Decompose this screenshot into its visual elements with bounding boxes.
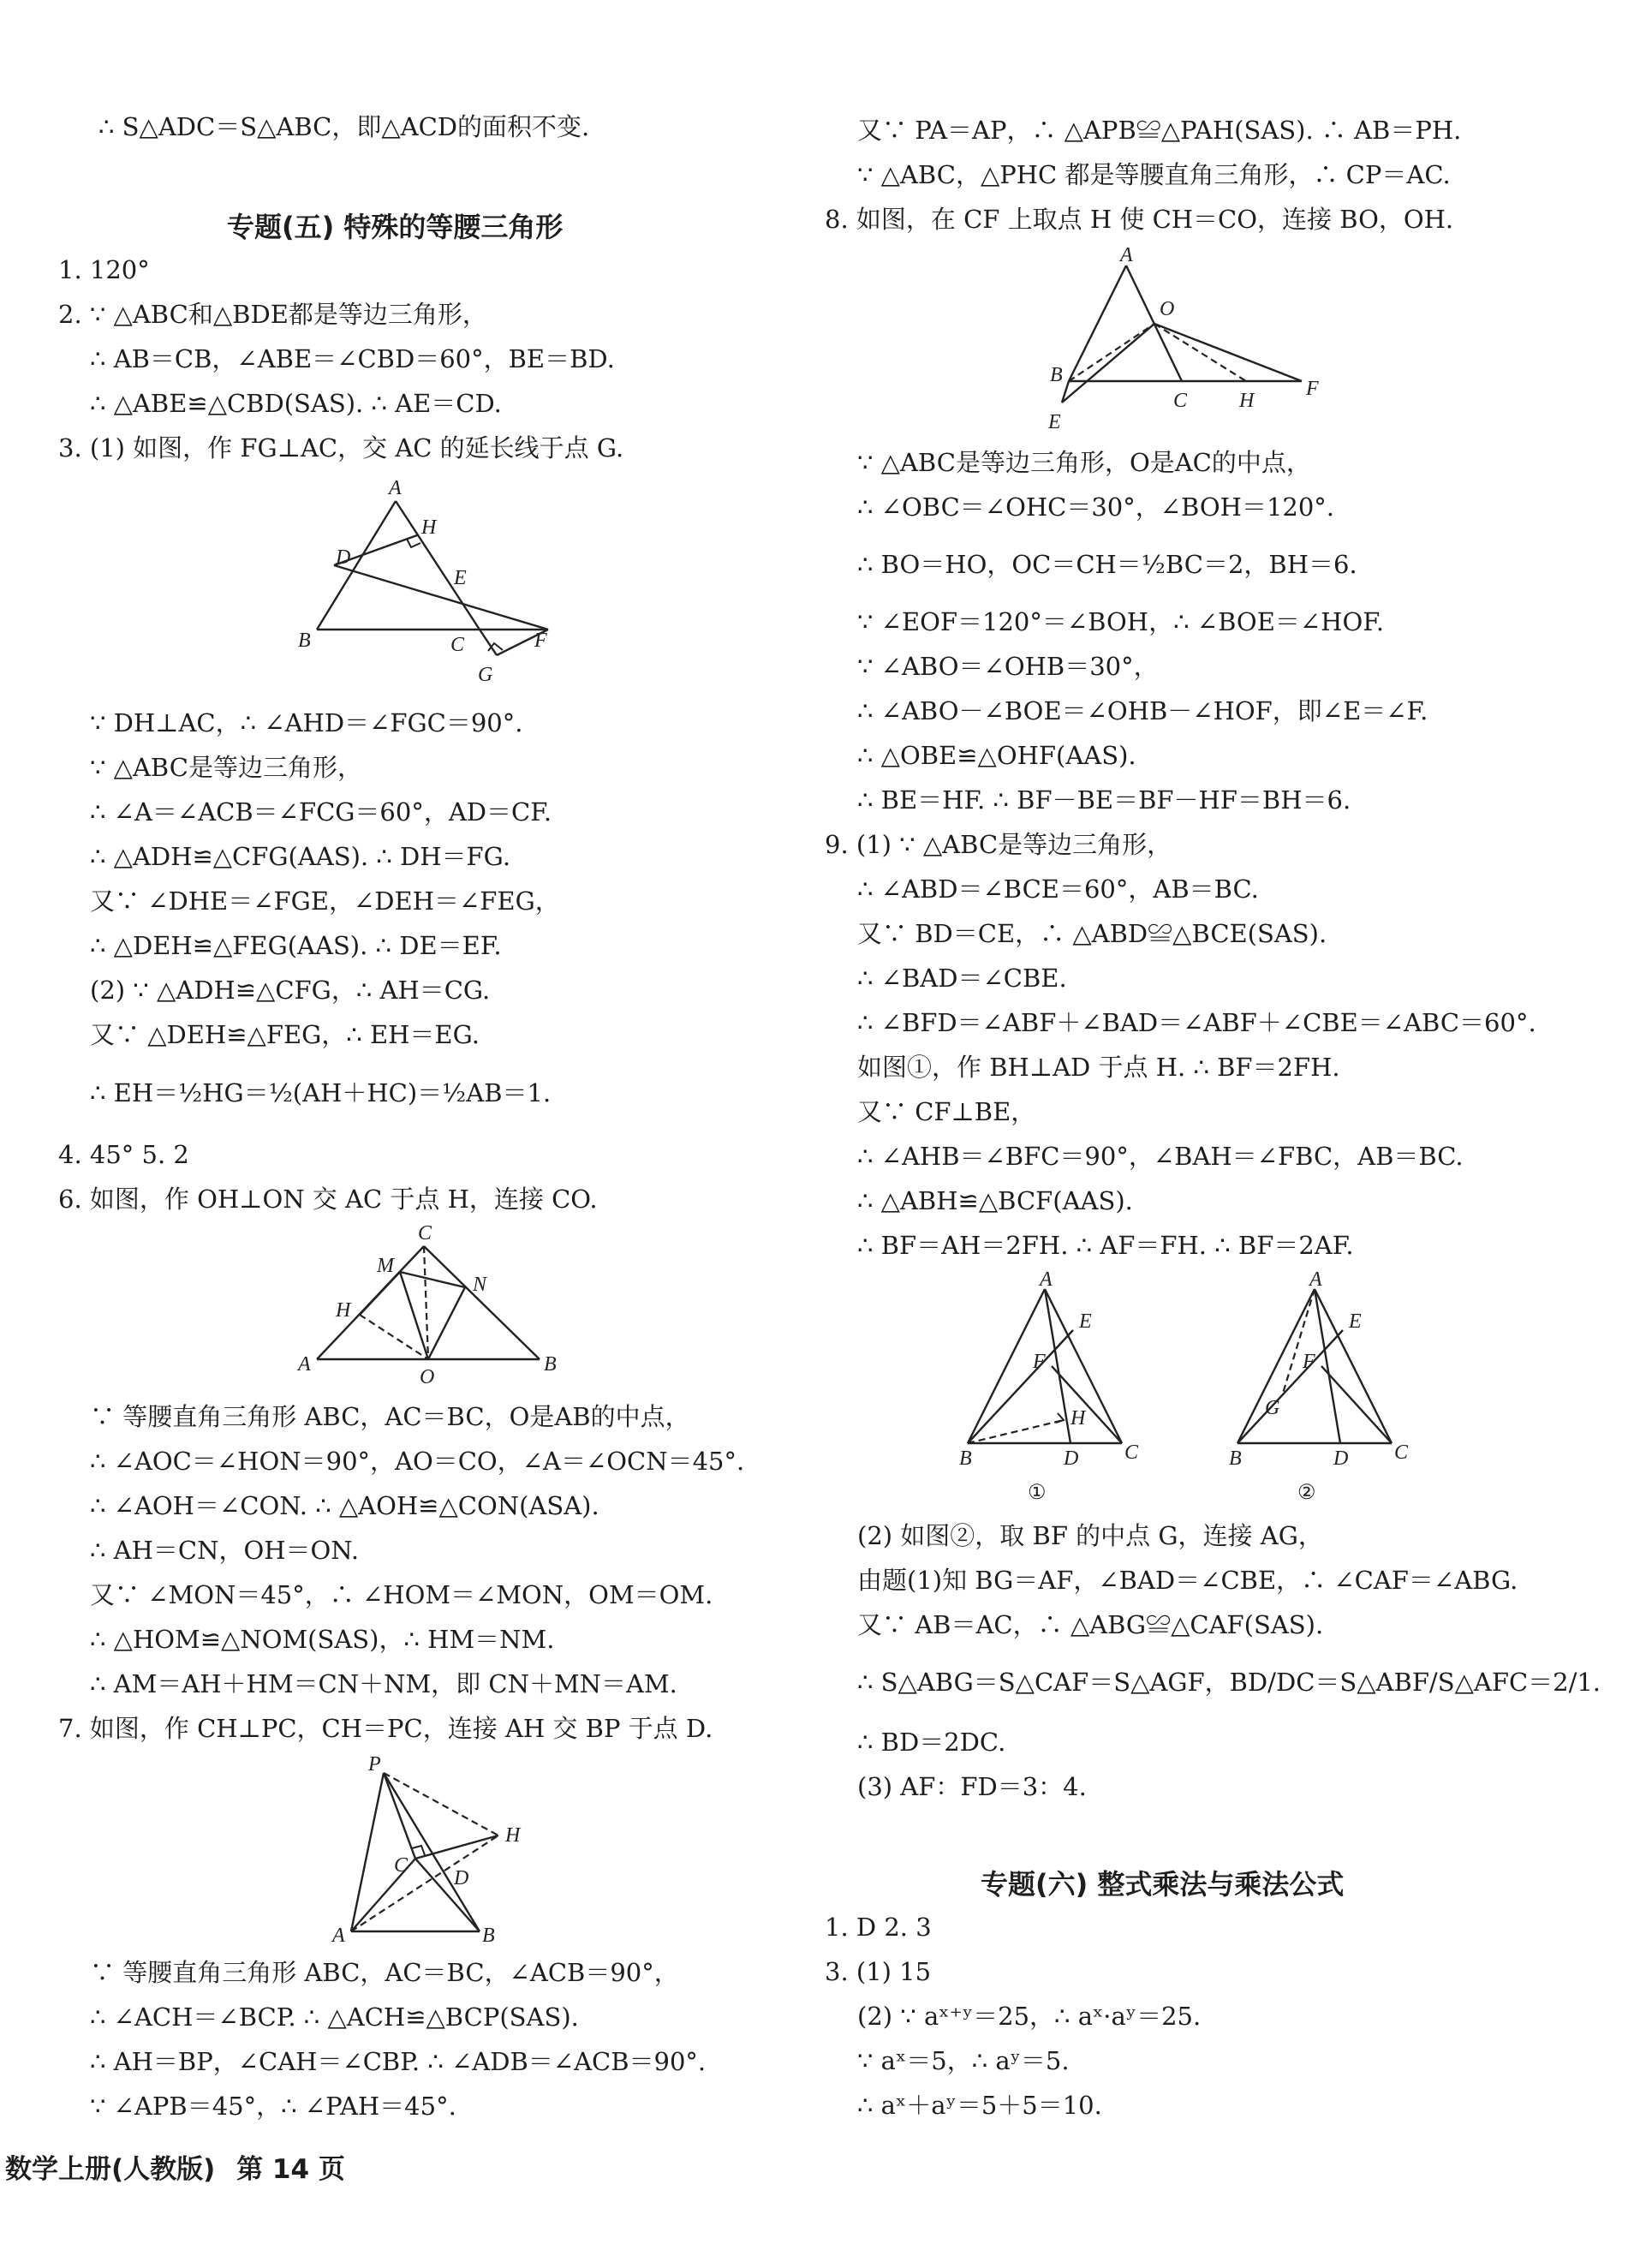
fig-label: B [1229,1447,1242,1470]
answer-1: 1. 120° [58,255,150,284]
text-line: 又∵ PA＝AP，∴ △APB≌△PAH(SAS). ∴ AB＝PH. [857,116,1462,145]
fig-label: C [1173,390,1188,412]
fig-label: O [420,1366,435,1388]
text-line: ∴ ∠ABO－∠BOE＝∠OHB－∠HOF，即∠E＝∠F. [857,696,1428,725]
text-line: 又∵ CF⊥BE， [857,1097,1036,1126]
text-line: ∵ ∠ABO＝∠OHB＝30°， [857,652,1159,681]
fig-label: C [1394,1441,1409,1464]
fig-label: H [1070,1407,1086,1429]
fig-label: A [1309,1272,1322,1291]
text-line: ∴ △ABH≌△BCF(AAS). [857,1186,1133,1215]
text-line: ∴ ∠AOH＝∠CON. ∴ △AOH≌△CON(ASA). [90,1491,599,1520]
text-line: ∴ BE＝HF. ∴ BF－BE＝BF－HF＝BH＝6. [857,785,1351,815]
figure-3 [283,475,565,698]
text-line: (3) AF：FD＝3：4. [857,1772,1087,1801]
fig-label: G [1265,1397,1280,1419]
text-line: ∵ △ABC，△PHC 都是等腰直角三角形，∴ CP＝AC. [857,160,1451,189]
page-number: 第 14 页 [236,2154,345,2185]
fig-label: A [1120,244,1133,266]
fig-label: O [1160,298,1175,320]
text-line: ∴ AH＝CN，OH＝ON. [90,1536,360,1565]
text-line: ∵ 等腰直角三角形 ABC，AC＝BC，O是AB的中点， [90,1402,690,1431]
fig-label: M [377,1255,394,1277]
fig-label: C [1124,1441,1139,1464]
figure-3-svg [283,475,565,698]
fig-label: H [1239,390,1255,412]
figure-9-1 [951,1272,1148,1507]
text-line: ∴ S△ABG＝S△CAF＝S△AGF，BD/DC＝S△ABF/S△AFC＝2/1. [857,1668,1601,1697]
text-line: 又∵ BD＝CE，∴ △ABD≌△BCE(SAS). [857,919,1327,948]
text-line: ∴ ∠ABD＝∠BCE＝60°，AB＝BC. [857,874,1259,904]
fig-label: H [505,1824,521,1847]
answer-6: 6. 如图，作 OH⊥ON 交 AC 于点 H，连接 CO. [58,1185,598,1214]
answer-1-2: 1. D 2. 3 [825,1913,932,1942]
fig-label: E [454,567,467,589]
fig-label: C [394,1854,409,1877]
fig-label: B [1050,364,1063,386]
text-line: ∴ AH＝BP，∠CAH＝∠CBP. ∴ ∠ADB＝∠ACB＝90°. [90,2047,707,2076]
text-line: 又∵ ∠MON＝45°，∴ ∠HOM＝∠MON，OM＝OM. [90,1580,713,1609]
fig-label: A [1040,1272,1053,1291]
fig-label: C [450,634,465,656]
fig-label: F [1033,1351,1046,1373]
figure-6 [291,1221,574,1388]
text-line: ∴ △DEH≌△FEG(AAS). ∴ DE＝EF. [90,931,502,960]
text-line: ∵ DH⊥AC，∴ ∠AHD＝∠FGC＝90°. [90,708,523,737]
fig-label: C [418,1222,432,1244]
fig-caption: ① [1028,1482,1047,1504]
text-line: ∴ aˣ＋aʸ＝5＋5＝10. [857,2091,1102,2120]
answer-3: 3. (1) 15 [825,1957,932,1986]
fig-label: E [1349,1310,1362,1333]
text-line: ∴ BF＝AH＝2FH. ∴ AF＝FH. ∴ BF＝2AF. [857,1231,1354,1260]
figure-9-1-svg [951,1272,1148,1507]
text-line: ∴ △ADH≌△CFG(AAS). ∴ DH＝FG. [90,842,511,871]
text-line: (2) ∵ aˣ⁺ʸ＝25，∴ aˣ·aʸ＝25. [857,2002,1202,2031]
text-line: ∴ ∠OBC＝∠OHC＝30°，∠BOH＝120°. [857,492,1335,522]
fig-label: H [336,1299,351,1322]
text-line: 又∵ AB＝AC，∴ △ABG≌△CAF(SAS). [857,1610,1324,1639]
answer-8: 8. 如图，在 CF 上取点 H 使 CH＝CO，连接 BO，OH. [825,205,1454,234]
text-line: 又∵ ∠DHE＝∠FGE，∠DEH＝∠FEG， [90,886,560,916]
text-line: ∴ EH＝½HG＝½(AH＋HC)＝½AB＝1. [90,1078,552,1107]
text-line: ∴ ∠A＝∠ACB＝∠FCG＝60°，AD＝CF. [90,797,552,827]
text-line: ∴ ∠BAD＝∠CBE. [857,964,1067,993]
text-line: ∴ △OBE≌△OHF(AAS). [857,741,1136,770]
figure-9-2-svg [1220,1272,1417,1507]
text-line: (2) 如图②，取 BF 的中点 G，连接 AG， [857,1521,1323,1550]
fig-label: F [1306,378,1319,400]
fig-label: B [482,1925,495,1944]
fig-label: D [1064,1447,1079,1470]
figure-7 [317,1752,540,1944]
fig-label: B [544,1353,557,1376]
fig-label: D [336,546,351,569]
fig-label: D [454,1867,469,1889]
fig-label: D [1333,1447,1349,1470]
text-line: ∵ aˣ＝5，∴ aʸ＝5. [857,2046,1070,2075]
text-line: ∴ ∠ACH＝∠BCP. ∴ △ACH≌△BCP(SAS). [90,2002,579,2032]
text-line: ∵ ∠EOF＝120°＝∠BOH，∴ ∠BOE＝∠HOF. [857,607,1385,636]
text-line: ∴ △ABE≌△CBD(SAS). ∴ AE＝CD. [90,389,502,418]
fig-label: H [421,516,437,539]
figure-6-svg [291,1221,574,1388]
text-line: ∵ △ABC是等边三角形，O是AC的中点， [857,448,1311,477]
text-line: ∴ ∠AOC＝∠HON＝90°，AO＝CO，∠A＝∠OCN＝45°. [90,1447,745,1476]
figure-7-svg [317,1752,540,1944]
fig-label: E [1079,1310,1092,1333]
fig-label: F [534,630,547,652]
text-line: ∴ △HOM≌△NOM(SAS)，∴ HM＝NM. [90,1625,555,1654]
answer-4-5: 4. 45° 5. 2 [58,1140,189,1169]
text-line: ∵ ∠APB＝45°，∴ ∠PAH＝45°. [90,2092,456,2121]
fig-label: A [389,477,402,499]
answer-3: 3. (1) 如图，作 FG⊥AC，交 AC 的延长线于点 G. [58,433,624,463]
fig-label: A [298,1353,311,1376]
section-heading-5: 专题(五) 特殊的等腰三角形 [227,211,564,243]
answer-2: 2. ∵ △ABC和△BDE都是等边三角形， [58,300,487,329]
text-line: ∵ 等腰直角三角形 ABC，AC＝BC，∠ACB＝90°， [90,1958,679,1987]
text-line: ∴ S△ADC＝S△ABC，即△ACD的面积不变. [98,112,590,141]
book-title: 数学上册(人教版) [5,2154,216,2185]
text-line: (2) ∵ △ADH≌△CFG，∴ AH＝CG. [90,976,491,1005]
page-footer [5,2147,357,2186]
text-line: 由题(1)知 BG＝AF，∠BAD＝∠CBE，∴ ∠CAF＝∠ABG. [857,1566,1518,1595]
fig-caption: ② [1297,1482,1316,1504]
fig-label: A [332,1925,345,1944]
text-line: ∴ ∠AHB＝∠BFC＝90°，∠BAH＝∠FBC，AB＝BC. [857,1142,1464,1171]
text-line: 又∵ △DEH≌△FEG，∴ EH＝EG. [90,1020,480,1049]
figure-9-2 [1220,1272,1417,1507]
fig-label: P [368,1753,381,1776]
figure-8-svg [1045,244,1319,437]
answer-7: 7. 如图，作 CH⊥PC，CH＝PC，连接 AH 交 BP 于点 D. [58,1714,713,1743]
figure-8 [1045,244,1319,437]
fig-label: F [1303,1351,1315,1373]
text-line: ∵ △ABC是等边三角形， [90,753,362,782]
text-line: ∴ BD＝2DC. [857,1728,1006,1757]
fig-label: B [959,1447,972,1470]
text-line: ∴ ∠BFD＝∠ABF＋∠BAD＝∠ABF＋∠CBE＝∠ABC＝60°. [857,1008,1536,1037]
fig-label: E [1048,411,1061,433]
text-line: ∴ BO＝HO，OC＝CH＝½BC＝2，BH＝6. [857,550,1357,579]
fig-label: G [478,664,493,686]
text-line: ∴ AB＝CB，∠ABE＝∠CBD＝60°，BE＝BD. [90,344,615,373]
answer-9: 9. (1) ∵ △ABC是等边三角形， [825,830,1172,859]
text-line: 如图①，作 BH⊥AD 于点 H. ∴ BF＝2FH. [857,1053,1340,1082]
section-heading-6: 专题(六) 整式乘法与乘法公式 [981,1868,1345,1901]
fig-label: B [298,630,311,652]
text-line: ∴ AM＝AH＋HM＝CN＋NM，即 CN＋MN＝AM. [90,1669,677,1698]
fig-label: N [473,1274,487,1296]
